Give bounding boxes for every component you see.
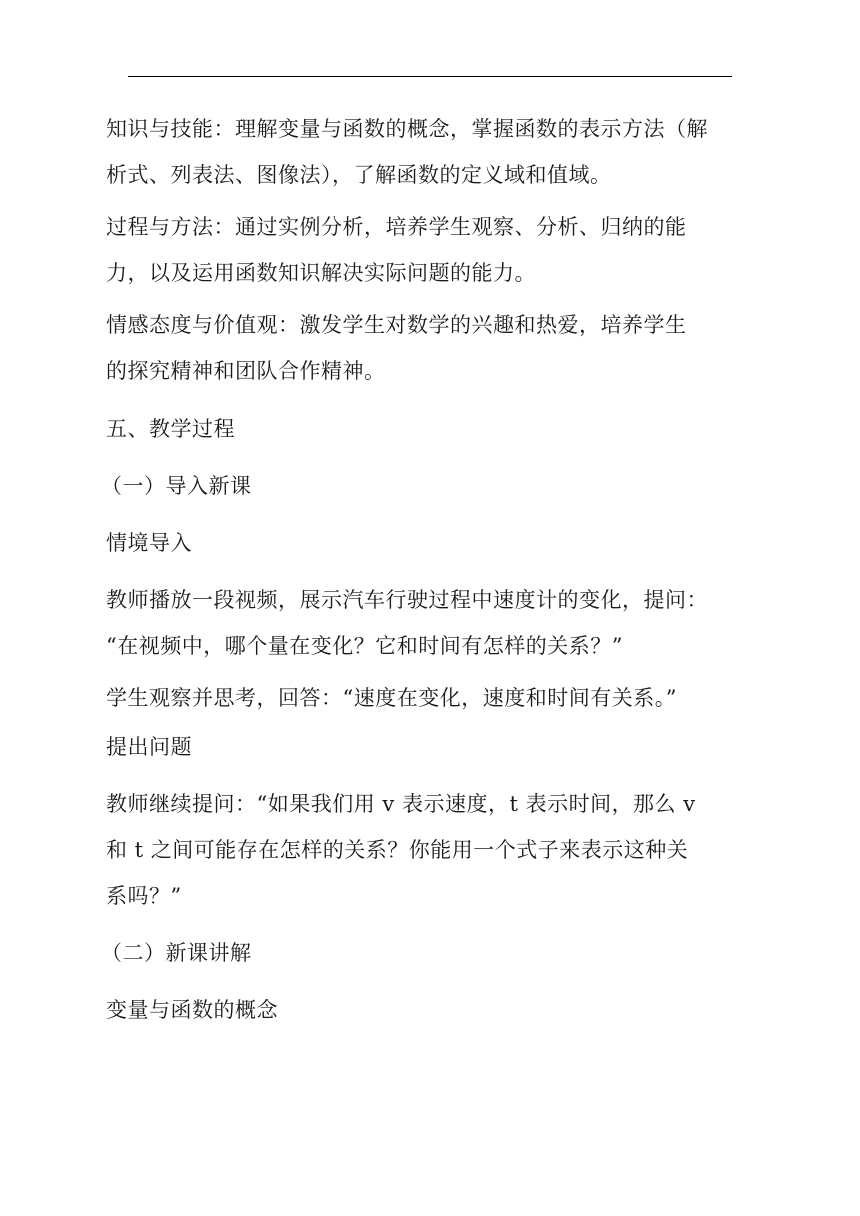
text-line: 变量与函数的概念 [106, 998, 278, 1022]
text-line: 教师继续提问：“如果我们用 v 表示速度，t 表示时间，那么 v [106, 792, 696, 816]
paragraph-teacher-video [106, 577, 732, 669]
text-line: （一）导入新课 [101, 474, 252, 498]
paragraph-emotion-values [106, 302, 732, 394]
paragraph-knowledge-skills [106, 106, 732, 198]
text-line: 系吗？” [106, 884, 182, 908]
text-line: 力，以及运用函数知识解决实际问题的能力。 [106, 261, 536, 285]
paragraph-process-method [106, 204, 732, 296]
paragraph-student-answer [106, 675, 732, 721]
header-rule [128, 76, 732, 77]
heading-raise-question [106, 724, 732, 770]
heading-scenario-intro [106, 520, 732, 566]
text-line: 提出问题 [106, 735, 192, 759]
text-line: 知识与技能：理解变量与函数的概念，掌握函数的表示方法（解 [106, 117, 708, 141]
text-line: 析式、列表法、图像法），了解函数的定义域和值域。 [106, 163, 612, 187]
document-body [101, 106, 732, 1033]
subsection-heading-new-lesson [101, 930, 732, 976]
text-line: 教师播放一段视频，展示汽车行驶过程中速度计的变化，提问： [106, 588, 708, 612]
text-line: 学生观察并思考，回答：“速度在变化，速度和时间有关系。” [106, 686, 677, 710]
text-line: 过程与方法：通过实例分析，培养学生观察、分析、归纳的能 [106, 215, 687, 239]
text-line: 的探究精神和团队合作精神。 [106, 359, 386, 383]
subsection-heading-intro [101, 463, 732, 509]
text-line: 五、教学过程 [106, 417, 235, 441]
text-line: 情境导入 [106, 531, 192, 555]
heading-concept-title [106, 987, 732, 1033]
section-heading-teaching-process [106, 406, 732, 452]
text-line: “在视频中，哪个量在变化？它和时间有怎样的关系？” [106, 634, 623, 658]
text-line: 和 t 之间可能存在怎样的关系？你能用一个式子来表示这种关 [106, 838, 689, 862]
paragraph-teacher-followup [106, 781, 732, 919]
text-line: （二）新课讲解 [101, 941, 252, 965]
text-line: 情感态度与价值观：激发学生对数学的兴趣和热爱，培养学生 [106, 313, 687, 337]
